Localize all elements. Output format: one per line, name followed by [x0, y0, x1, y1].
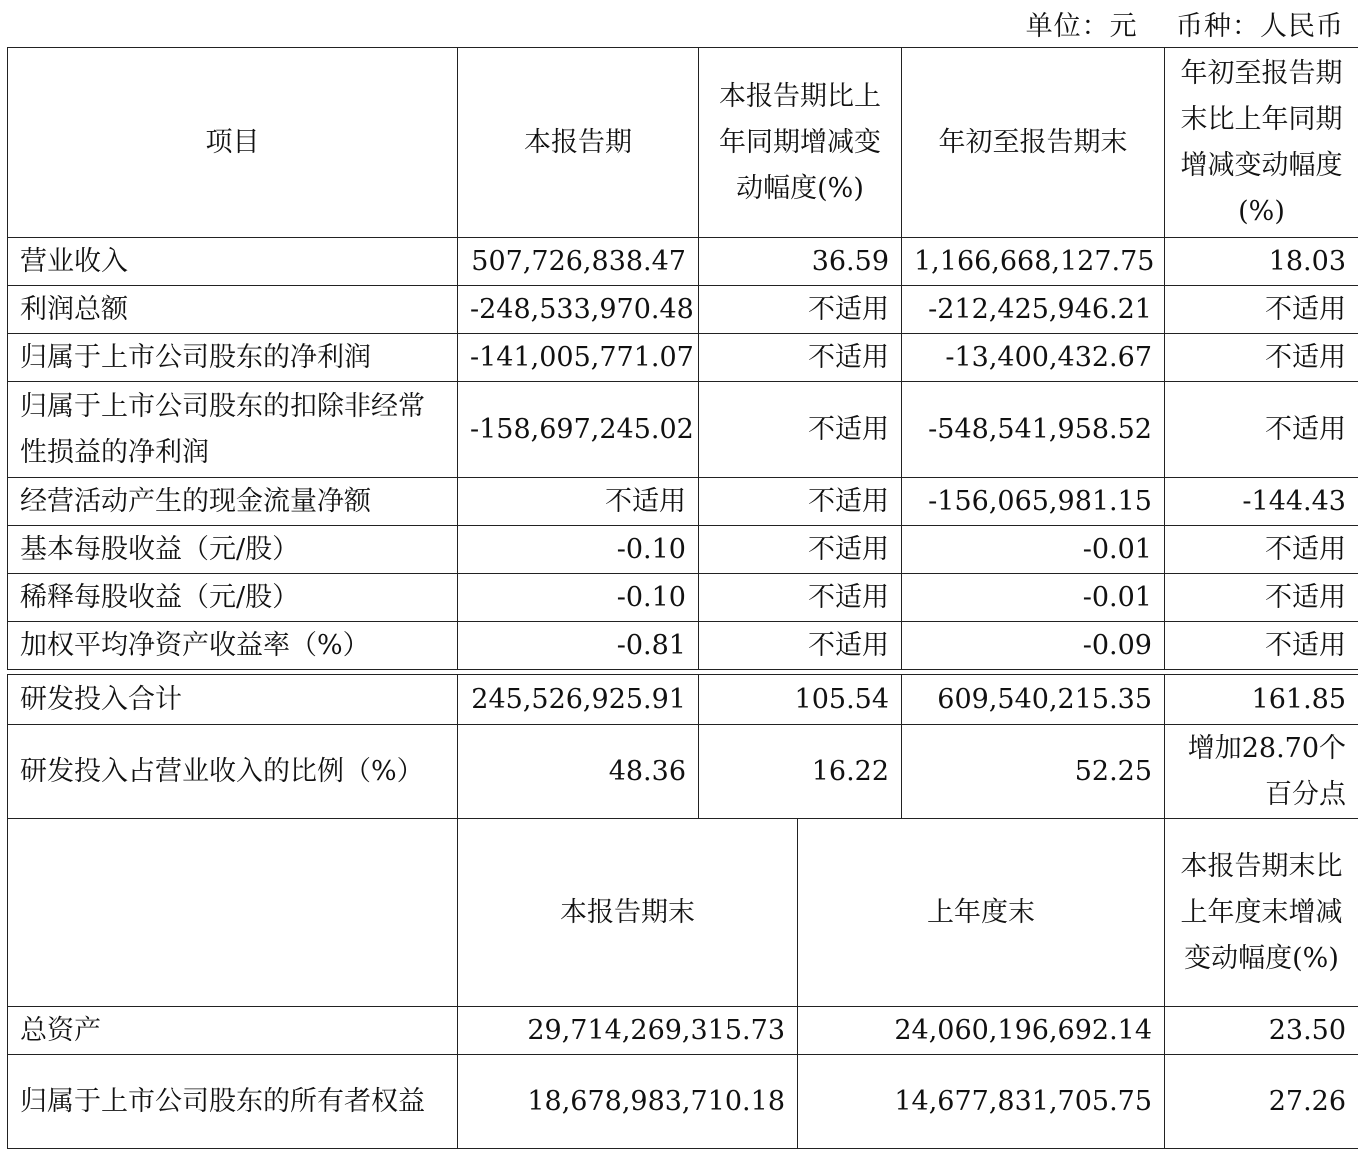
- table-row: [8, 1007, 1358, 1055]
- row-ytd-change: 不适用: [1165, 574, 1358, 622]
- row-current: -141,005,771.07: [458, 334, 699, 382]
- row-current: 245,526,925.91: [458, 675, 699, 725]
- row-current-change: 105.54: [699, 675, 902, 725]
- row-ytd: 52.25: [902, 725, 1165, 819]
- row-ytd: -0.01: [902, 526, 1165, 574]
- row-current-change: 不适用: [699, 622, 902, 670]
- row-current-change: 不适用: [699, 286, 902, 334]
- row-item: 研发投入合计: [8, 675, 458, 725]
- row-item: 归属于上市公司股东的净利润: [8, 334, 458, 382]
- header-ytd-change: 年初至报告期末比上年同期增减变动幅度(%): [1165, 48, 1358, 238]
- header-item: 项目: [8, 48, 458, 238]
- row-current: -0.10: [458, 574, 699, 622]
- header-prior-year-end: 上年度末: [798, 819, 1165, 1007]
- row-item: 基本每股收益（元/股）: [8, 526, 458, 574]
- row-prior-year-end: 14,677,831,705.75: [798, 1055, 1165, 1149]
- row-ytd-change: -144.43: [1165, 478, 1358, 526]
- row-ytd-change: 不适用: [1165, 334, 1358, 382]
- row-item: 稀释每股收益（元/股）: [8, 574, 458, 622]
- table-header-row: [8, 48, 1358, 238]
- row-current-change: 36.59: [699, 238, 902, 286]
- unit-label: 单位：元 币种：人民币: [1025, 11, 1344, 42]
- table-row: [8, 478, 1358, 526]
- table-row: [8, 622, 1358, 670]
- header-current: 本报告期: [458, 48, 699, 238]
- table-row: [8, 526, 1358, 574]
- table-row: [8, 1055, 1358, 1149]
- row-item: 利润总额: [8, 286, 458, 334]
- row-ytd-change: 161.85: [1165, 675, 1358, 725]
- row-ytd: 1,166,668,127.75: [902, 238, 1165, 286]
- row-prior-year-end: 24,060,196,692.14: [798, 1007, 1165, 1055]
- row-change: 27.26: [1165, 1055, 1358, 1149]
- row-current-change: 不适用: [699, 574, 902, 622]
- row-ytd-change: 不适用: [1165, 622, 1358, 670]
- row-current-change: 16.22: [699, 725, 902, 819]
- header-current-change: 本报告期比上年同期增减变动幅度(%): [699, 48, 902, 238]
- row-ytd-change: 不适用: [1165, 382, 1358, 478]
- row-current: -158,697,245.02: [458, 382, 699, 478]
- row-current-change: 不适用: [699, 382, 902, 478]
- row-current-change: 不适用: [699, 526, 902, 574]
- row-current: 48.36: [458, 725, 699, 819]
- row-ytd-change: 18.03: [1165, 238, 1358, 286]
- table-header-row: [8, 819, 1358, 1007]
- row-item: 营业收入: [8, 238, 458, 286]
- table-row: [8, 574, 1358, 622]
- row-ytd: -0.01: [902, 574, 1165, 622]
- row-ytd-change: 不适用: [1165, 286, 1358, 334]
- row-item: 归属于上市公司股东的所有者权益: [8, 1055, 458, 1149]
- row-item: 加权平均净资产收益率（%）: [8, 622, 458, 670]
- table-row: [8, 238, 1358, 286]
- row-ytd: -212,425,946.21: [902, 286, 1165, 334]
- rd-and-assets-table: [7, 674, 1358, 1149]
- row-ytd: -0.09: [902, 622, 1165, 670]
- row-ytd-change: 增加28.70个百分点: [1165, 725, 1358, 819]
- row-current-change: 不适用: [699, 334, 902, 382]
- table-row: [8, 725, 1358, 819]
- row-ytd: -548,541,958.52: [902, 382, 1165, 478]
- row-ytd: -156,065,981.15: [902, 478, 1165, 526]
- financial-data-table: [7, 47, 1358, 670]
- header-empty: [8, 819, 458, 1007]
- row-item: 研发投入占营业收入的比例（%）: [8, 725, 458, 819]
- table-row: [8, 675, 1358, 725]
- row-period-end: 18,678,983,710.18: [458, 1055, 798, 1149]
- row-current: -0.10: [458, 526, 699, 574]
- row-ytd: 609,540,215.35: [902, 675, 1165, 725]
- table-row: [8, 286, 1358, 334]
- row-current: 507,726,838.47: [458, 238, 699, 286]
- row-item: 归属于上市公司股东的扣除非经常性损益的净利润: [8, 382, 458, 478]
- table-row: [8, 382, 1358, 478]
- row-item: 经营活动产生的现金流量净额: [8, 478, 458, 526]
- header-change: 本报告期末比上年度末增减变动幅度(%): [1165, 819, 1358, 1007]
- row-current: -0.81: [458, 622, 699, 670]
- row-change: 23.50: [1165, 1007, 1358, 1055]
- header-period-end: 本报告期末: [458, 819, 798, 1007]
- row-current-change: 不适用: [699, 478, 902, 526]
- row-current: -248,533,970.48: [458, 286, 699, 334]
- row-period-end: 29,714,269,315.73: [458, 1007, 798, 1055]
- header-ytd: 年初至报告期末: [902, 48, 1165, 238]
- row-ytd-change: 不适用: [1165, 526, 1358, 574]
- row-item: 总资产: [8, 1007, 458, 1055]
- table-row: [8, 334, 1358, 382]
- row-ytd: -13,400,432.67: [902, 334, 1165, 382]
- row-current: 不适用: [458, 478, 699, 526]
